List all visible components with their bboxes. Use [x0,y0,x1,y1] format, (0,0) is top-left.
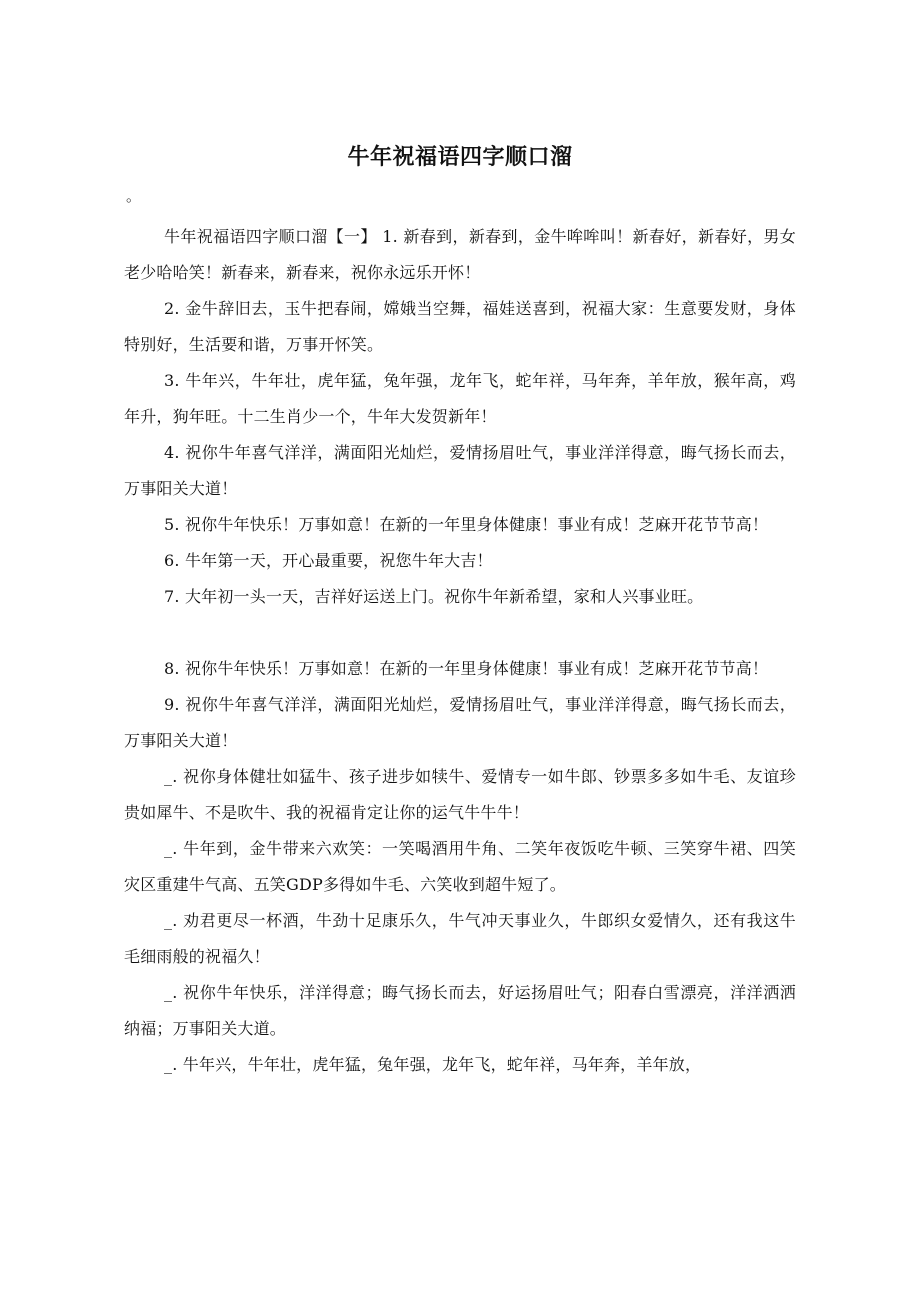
paragraph-4: 4. 祝你牛年喜气洋洋，满面阳光灿烂，爱情扬眉吐气，事业洋洋得意，晦气扬长而去，万事阳关大道！ [124,443,796,498]
paragraph-3: 3. 牛年兴，牛年壮，虎年猛，兔年强，龙年飞，蛇年祥，马年奔，羊年放，猴年高，鸡年升，狗年旺。十二生肖少一个，牛年大发贺新年！ [124,371,796,426]
paragraph-7: 7. 大年初一头一天，吉祥好运送上门。祝你牛年新希望，家和人兴事业旺。 [164,587,704,606]
paragraph-9: 9. 祝你牛年喜气洋洋，满面阳光灿烂，爱情扬眉吐气，事业洋洋得意，晦气扬长而去，万事阳关大道！ [124,695,796,750]
paragraph-8: 8. 祝你牛年快乐！万事如意！在新的一年里身体健康！事业有成！芝麻开花节节高！ [164,659,769,678]
paragraph-1: 牛年祝福语四字顺口溜【一】 1. 新春到，新春到，金牛哞哞叫！新春好，新春好，男女老少哈哈笑！新春来，新春来，祝你永远乐开怀！ [124,227,796,282]
paragraph-5: 5. 祝你牛年快乐！万事如意！在新的一年里身体健康！事业有成！芝麻开花节节高！ [164,515,769,534]
paragraph-gap [124,615,796,651]
paragraph-12: _. 劝君更尽一杯酒，牛劲十足康乐久，牛气冲天事业久，牛郎织女爱情久，还有我这牛毛细雨般的祝福久！ [124,911,796,966]
document-body [124,219,796,1083]
paragraph-2: 2. 金牛辞旧去，玉牛把春闹，嫦娥当空舞，福娃送喜到，祝福大家：生意要发财，身体特别好，生活要和谐，万事开怀笑。 [124,299,796,354]
paragraph-6: 6. 牛年第一天，开心最重要，祝您牛年大吉！ [164,551,493,570]
paragraph-13: _. 祝你牛年快乐，洋洋得意；晦气扬长而去，好运扬眉吐气；阳春白雪漂亮，洋洋洒洒纳福；万事阳关大道。 [124,983,796,1038]
paragraph-10: _. 祝你身体健壮如猛牛、孩子进步如犊牛、爱情专一如牛郎、钞票多多如牛毛、友谊珍贵如犀牛、不是吹牛、我的祝福肯定让你的运气牛牛牛！ [124,767,796,822]
paragraph-11: _. 牛年到，金牛带来六欢笑：一笑喝酒用牛角、二笑年夜饭吃牛顿、三笑穿牛裙、四笑灾区重建牛气高、五笑GDP多得如牛毛、六笑收到超牛短了。 [124,839,796,894]
leading-mark: 。 [126,187,142,205]
document-title: 牛年祝福语四字顺口溜 [347,144,573,170]
paragraph-14: _. 牛年兴，牛年壮，虎年猛，兔年强，龙年飞，蛇年祥，马年奔，羊年放， [164,1055,702,1074]
